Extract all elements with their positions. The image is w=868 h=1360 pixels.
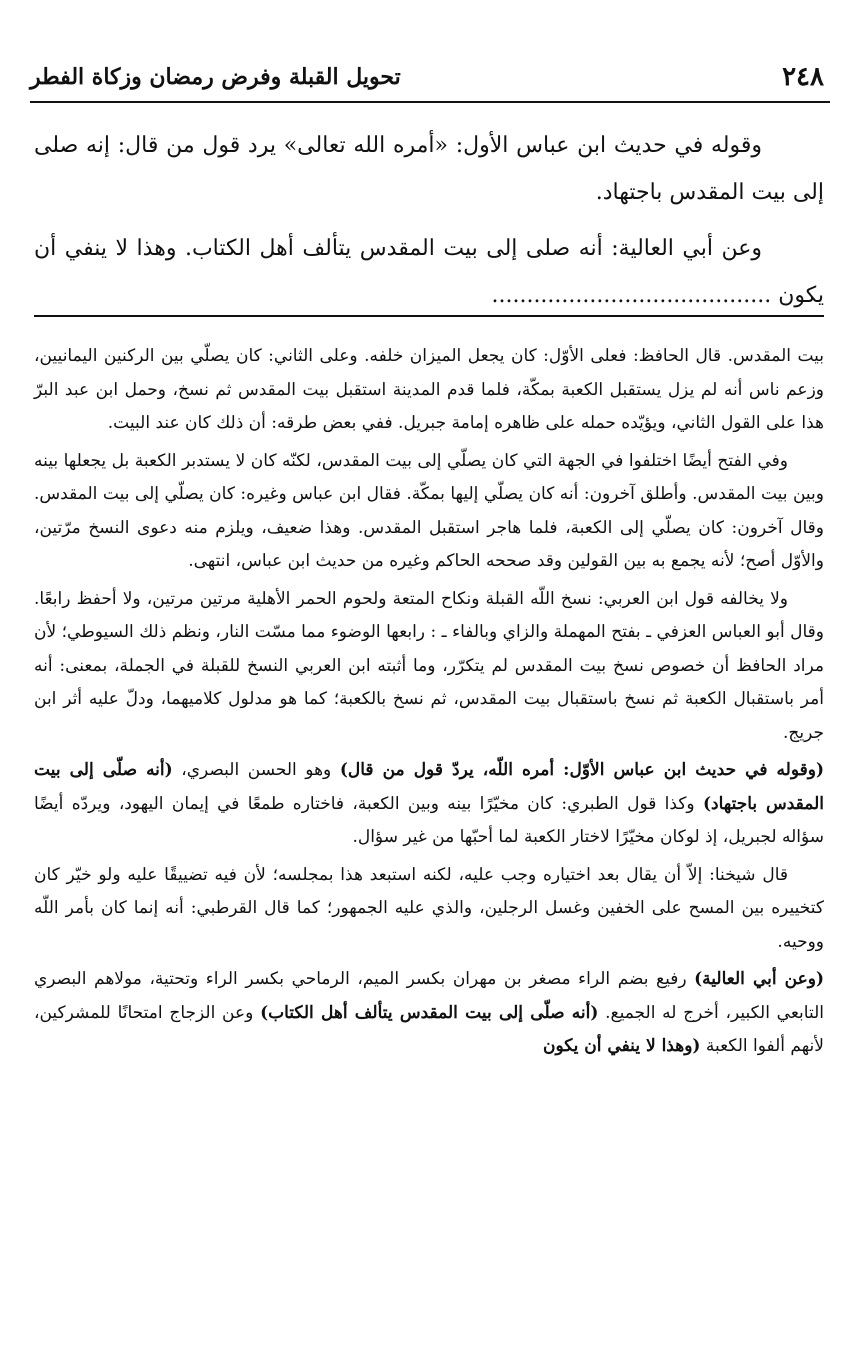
commentary-paragraph-4: [34, 754, 824, 855]
commentary-paragraph-6: [34, 963, 824, 1064]
commentary-paragraph-2: وفي الفتح أيضًا اختلفوا في الجهة التي كان يصلّي إلى بيت المقدس، لكنّه كان لا يستدبر الكعبة بل يجعلها بينه وبين بيت المقدس. وأطلق آخرون: أنه كان يصلّي إليها بمكّة. فقال ابن عباس وغيره: كان يصلّي إلى بيت المقدس. وقال آخرون: كان يصلّي إلى الكعبة، فلما هاجر استقبل المقدس. وهذا ضعيف، ويلزم منه دعوى النسخ مرّتين، والأوّل أصح؛ لأنه يجمع به بين القولين وقد صححه الحاكم وغيره من حديث ابن عباس، انتهى.: [34, 450, 824, 571]
quoted-phrase: (أنه صلّى إلى بيت المقدس يتألف أهل الكتاب): [260, 1002, 599, 1023]
quoted-phrase: (وهذا لا ينفي أن يكون: [542, 1036, 701, 1056]
commentary-text-run: وكذا قول الطبري: كان مخيّرًا بينه وبين الكعبة، فاختاره طمعًا في إيمان اليهود، ويردّه أيضًا سؤاله لجبريل، إذ لوكان مخيّرًا لاختار الكعبة لما أحبّها من غير سؤال.: [34, 793, 824, 847]
commentary-text-run: وعن الزجاج امتحانًا للمشركين، لأنهم ألفوا الكعبة: [34, 1002, 824, 1056]
commentary-text-run: وهو الحسن البصري،: [172, 760, 340, 780]
main-text-paragraph-1: وقوله في حديث ابن عباس الأول: «أمره الله تعالى» يرد قول من قال: إنه صلى إلى بيت المقدس باجتهاد.: [34, 133, 824, 205]
page-number: ٢٤٨: [782, 62, 824, 92]
quoted-phrase: (وعن أبي العالية): [694, 969, 824, 989]
running-title: تحويل القبلة وفرض رمضان وزكاة الفطر: [30, 64, 401, 90]
commentary-text-run: رفيع بضم الراء مصغر بن مهران بكسر الميم، الرماحي بكسر الراء وتحتية، مولاهم البصري التابعي الكبير، أخرج له الجميع.: [34, 969, 825, 1023]
header-divider: [30, 101, 830, 103]
commentary-paragraph-3: ولا يخالفه قول ابن العربي: نسخ اللّه القبلة ونكاح المتعة ولحوم الحمر الأهلية مرتين مرتين، ولا أحفظ رابعًا. وقال أبو العباس العزفي ـ بفتح المهملة والزاي وبالفاء ـ : رابعها الوضوء مما مسّت النار، ونظم ذلك السيوطي؛ لأن مراد الحافظ أن خصوص نسخ بيت المقدس لم يتكرّر، وما أثبته ابن العربي النسخ للقبلة في الجملة، بمعنى: أنه أمر باستقبال الكعبة ثم نسخ باستقبال بيت المقدس، ثم نسخ بالكعبة؛ كما هو مدلول كلاميهما، ودلّ عليه أثر ابن جريج.: [34, 588, 824, 743]
quoted-phrase: (وقوله في حديث ابن عباس الأوّل: أمره اللّه، يردّ قول من قال): [339, 760, 824, 780]
main-text: [34, 122, 824, 328]
commentary-paragraph-1: بيت المقدس. قال الحافظ: فعلى الأوّل: كان يجعل الميزان خلفه. وعلى الثاني: كان يصلّي بين الركنين اليمانيين، وزعم ناس أنه لم يزل يستقبل الكعبة بمكّة، فلما قدم المدينة استقبل بيت المقدس ثم نسخ، وحمل ابن عبد البرّ هذا على القول الثاني، ويؤيّده حمله على ظاهره إمامة جبريل. ففي بعض طرقه: أن ذلك كان عند البيت.: [34, 346, 824, 433]
commentary-divider: [34, 315, 824, 317]
commentary-text: [34, 340, 824, 1068]
quoted-phrase: (أنه صلّى إلى بيت المقدس باجتهاد): [34, 760, 824, 814]
page-header: [30, 56, 824, 98]
main-text-paragraph-2: وعن أبي العالية: أنه صلى إلى بيت المقدس يتألف أهل الكتاب. وهذا لا ينفي أن يكون ........................................: [34, 236, 824, 308]
commentary-paragraph-5: قال شيخنا: إلاّ أن يقال بعد اختياره وجب عليه، لكنه استبعد هذا بمجلسه؛ لأن فيه تضييقًا عليه ولو خيّر كان كتخييره بين المسح على الخفين وغسل الرجلين، والذي عليه الجمهور؛ كما قال القرطبي: أنه إنما كان بأمر اللّه ووحيه.: [34, 864, 824, 952]
